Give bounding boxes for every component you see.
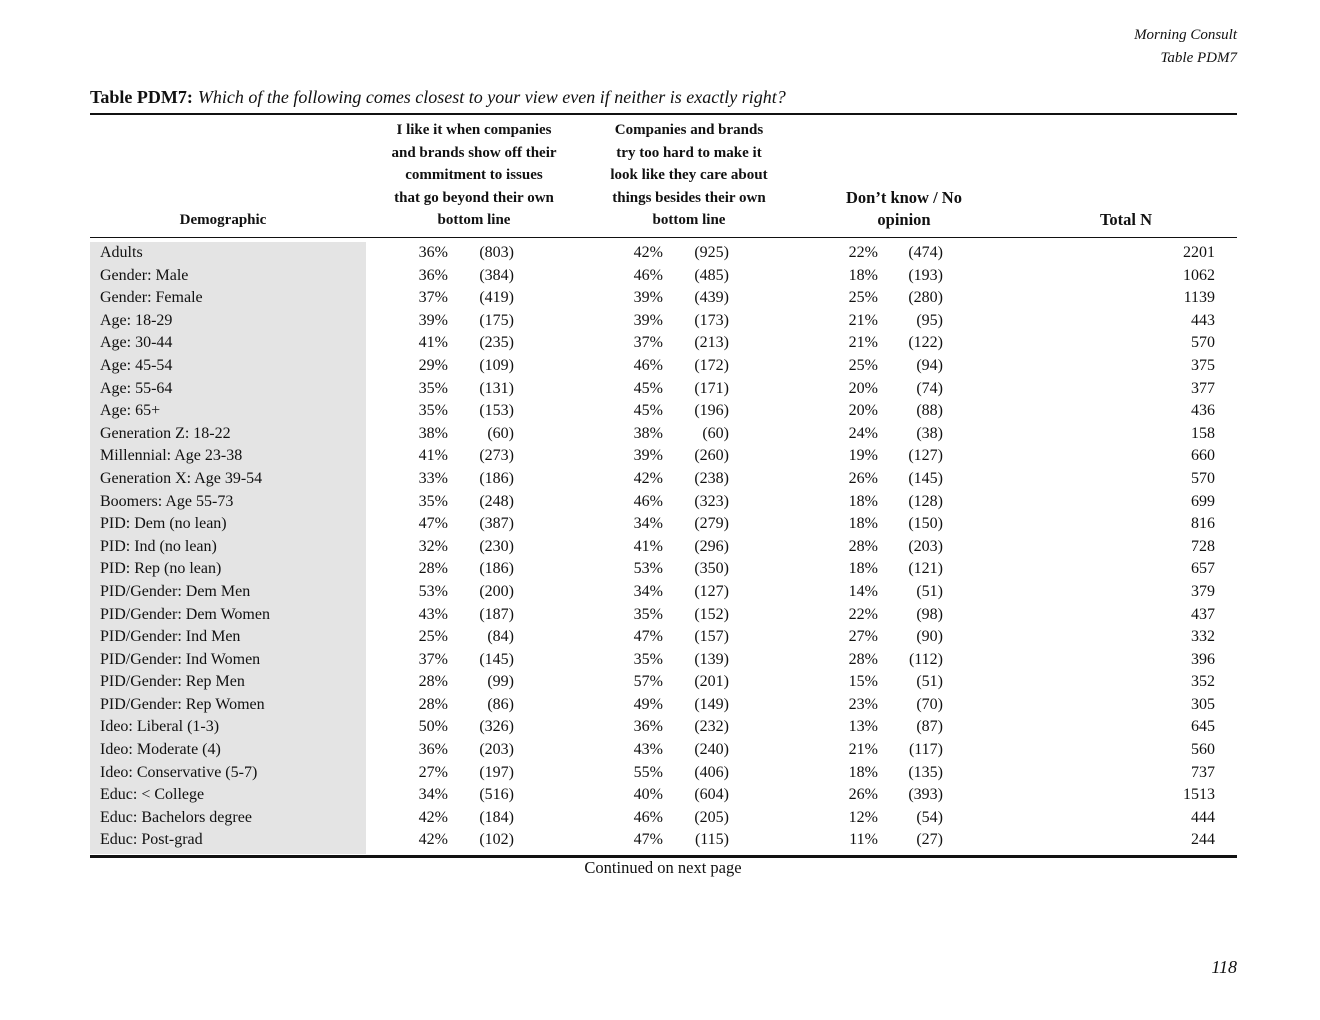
cell-dont-know-count: (145)	[908, 469, 943, 487]
cell-dont-know-pct: 26%	[848, 469, 878, 487]
column-header-line: bottom line	[652, 212, 726, 229]
cell-dont-know-count: (193)	[908, 266, 943, 284]
cell-like-it-pct: 36%	[418, 266, 448, 284]
cell-try-too-hard-pct: 46%	[633, 266, 663, 284]
cell-total-n: 436	[1191, 402, 1215, 420]
cell-like-it-pct: 42%	[418, 808, 448, 826]
cell-try-too-hard-pct: 55%	[633, 763, 663, 781]
table-row	[0, 581, 1320, 604]
cell-dont-know-pct: 18%	[848, 266, 878, 284]
cell-dont-know-count: (70)	[916, 695, 943, 713]
cell-try-too-hard-count: (173)	[694, 311, 729, 329]
cell-try-too-hard-count: (152)	[694, 605, 729, 623]
cell-dont-know-pct: 21%	[848, 741, 878, 759]
header-table-id: Table PDM7	[1160, 50, 1237, 66]
cell-like-it-pct: 33%	[418, 469, 448, 487]
row-label: Educ: Post-grad	[100, 831, 203, 849]
cell-dont-know-count: (393)	[908, 786, 943, 804]
row-label: Educ: < College	[100, 786, 205, 804]
cell-like-it-count: (230)	[479, 537, 514, 555]
cell-dont-know-pct: 18%	[848, 560, 878, 578]
cell-like-it-count: (387)	[479, 515, 514, 533]
cell-like-it-pct: 41%	[418, 447, 448, 465]
cell-total-n: 2201	[1183, 244, 1215, 261]
row-label: Gender: Female	[100, 289, 203, 307]
cell-dont-know-count: (74)	[916, 379, 943, 397]
cell-dont-know-pct: 24%	[848, 424, 878, 442]
cell-like-it-pct: 35%	[418, 402, 448, 420]
cell-dont-know-count: (88)	[916, 402, 943, 420]
cell-dont-know-count: (117)	[908, 741, 943, 759]
cell-like-it-count: (184)	[479, 808, 514, 826]
cell-dont-know-pct: 20%	[848, 379, 878, 397]
table-row	[0, 739, 1320, 762]
cell-dont-know-count: (27)	[916, 831, 943, 849]
cell-like-it-pct: 29%	[418, 356, 448, 374]
cell-try-too-hard-count: (260)	[694, 447, 729, 465]
row-label: Generation X: Age 39-54	[100, 469, 263, 487]
cell-dont-know-count: (203)	[908, 537, 943, 555]
cell-try-too-hard-count: (171)	[694, 379, 729, 397]
cell-try-too-hard-count: (296)	[694, 537, 729, 555]
cell-like-it-count: (109)	[479, 356, 514, 374]
cell-try-too-hard-count: (439)	[694, 289, 729, 307]
cell-like-it-pct: 27%	[418, 763, 448, 781]
cell-like-it-count: (145)	[479, 650, 514, 668]
cell-try-too-hard-count: (925)	[694, 244, 729, 261]
column-header-try-too-hard	[589, 119, 789, 232]
cell-like-it-count: (186)	[479, 560, 514, 578]
cell-dont-know-count: (94)	[916, 356, 943, 374]
cell-dont-know-pct: 12%	[848, 808, 878, 826]
row-label: Boomers: Age 55-73	[100, 492, 234, 510]
cell-like-it-pct: 28%	[418, 560, 448, 578]
table-row	[0, 807, 1320, 830]
cell-like-it-pct: 36%	[418, 244, 448, 261]
cell-dont-know-pct: 19%	[848, 447, 878, 465]
table-row	[0, 536, 1320, 559]
cell-try-too-hard-pct: 46%	[633, 808, 663, 826]
cell-total-n: 660	[1191, 447, 1215, 465]
cell-total-n: 443	[1191, 311, 1215, 329]
cell-like-it-count: (384)	[479, 266, 514, 284]
row-label: Age: 65+	[100, 402, 161, 420]
cell-total-n: 657	[1191, 560, 1215, 578]
cell-try-too-hard-count: (213)	[694, 334, 729, 352]
table-row	[0, 784, 1320, 807]
cell-try-too-hard-count: (139)	[694, 650, 729, 668]
column-header-line: I like it when companies	[396, 122, 552, 139]
cell-dont-know-pct: 22%	[848, 244, 878, 261]
cell-like-it-pct: 53%	[418, 582, 448, 600]
cell-try-too-hard-count: (196)	[694, 402, 729, 420]
row-label: Gender: Male	[100, 266, 189, 284]
table-top-rule	[90, 113, 1237, 115]
cell-try-too-hard-pct: 45%	[633, 402, 663, 420]
cell-total-n: 396	[1191, 650, 1215, 668]
cell-like-it-count: (200)	[479, 582, 514, 600]
cell-like-it-count: (419)	[479, 289, 514, 307]
cell-dont-know-count: (121)	[908, 560, 943, 578]
table-row	[0, 829, 1320, 852]
cell-try-too-hard-count: (350)	[694, 560, 729, 578]
table-row	[0, 762, 1320, 785]
table-row	[0, 468, 1320, 491]
cell-dont-know-pct: 18%	[848, 515, 878, 533]
cell-dont-know-count: (98)	[916, 605, 943, 623]
column-header-line: things besides their own	[612, 189, 766, 206]
cell-try-too-hard-pct: 53%	[633, 560, 663, 578]
cell-dont-know-pct: 21%	[848, 311, 878, 329]
row-label: Age: 18-29	[100, 311, 173, 329]
cell-dont-know-count: (474)	[908, 244, 943, 261]
cell-like-it-count: (84)	[487, 628, 514, 646]
column-header-line: bottom line	[437, 212, 511, 229]
table-title-question: Which of the following comes closest to your view even if neither is exactly right?	[197, 87, 786, 107]
table-row	[0, 310, 1320, 333]
cell-try-too-hard-pct: 47%	[633, 831, 663, 849]
table-row	[0, 491, 1320, 514]
continued-note: Continued on next page	[584, 858, 742, 877]
cell-like-it-count: (86)	[487, 695, 514, 713]
cell-dont-know-pct: 18%	[848, 763, 878, 781]
cell-total-n: 645	[1191, 718, 1215, 736]
cell-try-too-hard-count: (157)	[694, 628, 729, 646]
row-label: Millennial: Age 23-38	[100, 447, 243, 465]
cell-dont-know-count: (87)	[916, 718, 943, 736]
cell-total-n: 352	[1191, 673, 1215, 691]
cell-dont-know-count: (51)	[916, 582, 943, 600]
cell-try-too-hard-pct: 45%	[633, 379, 663, 397]
cell-dont-know-pct: 23%	[848, 695, 878, 713]
table-row	[0, 242, 1320, 265]
cell-try-too-hard-count: (238)	[694, 469, 729, 487]
cell-like-it-pct: 41%	[418, 334, 448, 352]
cell-like-it-count: (203)	[479, 741, 514, 759]
cell-total-n: 379	[1191, 582, 1215, 600]
row-label: PID/Gender: Rep Women	[100, 695, 265, 713]
cell-dont-know-pct: 27%	[848, 628, 878, 646]
cell-try-too-hard-pct: 46%	[633, 492, 663, 510]
table-row	[0, 671, 1320, 694]
cell-dont-know-count: (128)	[908, 492, 943, 510]
cell-try-too-hard-pct: 35%	[633, 605, 663, 623]
cell-total-n: 375	[1191, 356, 1215, 374]
table-row	[0, 400, 1320, 423]
cell-try-too-hard-count: (60)	[702, 424, 729, 442]
table-row	[0, 265, 1320, 288]
table-row	[0, 558, 1320, 581]
cell-like-it-pct: 47%	[418, 515, 448, 533]
row-label: PID/Gender: Ind Women	[100, 650, 261, 668]
cell-try-too-hard-pct: 39%	[633, 311, 663, 329]
cell-try-too-hard-pct: 34%	[633, 582, 663, 600]
cell-like-it-count: (326)	[479, 718, 514, 736]
cell-dont-know-count: (280)	[908, 289, 943, 307]
cell-like-it-count: (186)	[479, 469, 514, 487]
cell-dont-know-count: (150)	[908, 515, 943, 533]
column-header-total-n: Total N	[1099, 210, 1153, 230]
cell-try-too-hard-pct: 40%	[633, 786, 663, 804]
row-label: Educ: Bachelors degree	[100, 808, 252, 826]
cell-like-it-pct: 50%	[418, 718, 448, 736]
cell-try-too-hard-pct: 42%	[633, 244, 663, 261]
cell-try-too-hard-pct: 38%	[633, 424, 663, 442]
cell-dont-know-pct: 25%	[848, 289, 878, 307]
cell-try-too-hard-count: (604)	[694, 786, 729, 804]
cell-dont-know-pct: 11%	[849, 831, 878, 849]
cell-dont-know-pct: 28%	[848, 650, 878, 668]
cell-dont-know-pct: 26%	[848, 786, 878, 804]
table-row	[0, 513, 1320, 536]
cell-dont-know-pct: 25%	[848, 356, 878, 374]
row-label: PID/Gender: Dem Women	[100, 605, 270, 623]
cell-dont-know-pct: 13%	[848, 718, 878, 736]
column-header-dont-know	[804, 187, 1004, 232]
cell-like-it-pct: 35%	[418, 492, 448, 510]
row-label: PID/Gender: Ind Men	[100, 628, 241, 646]
cell-like-it-count: (248)	[479, 492, 514, 510]
cell-like-it-count: (175)	[479, 311, 514, 329]
cell-like-it-count: (153)	[479, 402, 514, 420]
header-rule	[90, 237, 1237, 238]
cell-like-it-pct: 28%	[418, 673, 448, 691]
table-row	[0, 626, 1320, 649]
cell-try-too-hard-count: (201)	[694, 673, 729, 691]
cell-dont-know-count: (54)	[916, 808, 943, 826]
cell-total-n: 437	[1191, 605, 1215, 623]
cell-like-it-pct: 34%	[418, 786, 448, 804]
row-label: Ideo: Liberal (1-3)	[100, 718, 220, 736]
cell-dont-know-count: (127)	[908, 447, 943, 465]
cell-total-n: 444	[1191, 808, 1215, 826]
cell-try-too-hard-pct: 35%	[633, 650, 663, 668]
cell-total-n: 560	[1191, 741, 1215, 759]
column-header-demographic: Demographic	[179, 212, 267, 229]
cell-like-it-pct: 25%	[418, 628, 448, 646]
cell-try-too-hard-count: (406)	[694, 763, 729, 781]
cell-like-it-pct: 37%	[418, 289, 448, 307]
cell-like-it-pct: 43%	[418, 605, 448, 623]
cell-try-too-hard-pct: 37%	[633, 334, 663, 352]
table-title-label: Table PDM7:	[90, 87, 193, 107]
row-label: Ideo: Moderate (4)	[100, 741, 221, 759]
cell-dont-know-count: (112)	[908, 650, 943, 668]
column-header-line: Companies and brands	[614, 122, 764, 139]
cell-try-too-hard-pct: 47%	[633, 628, 663, 646]
cell-try-too-hard-count: (240)	[694, 741, 729, 759]
row-label: PID: Rep (no lean)	[100, 560, 222, 578]
cell-like-it-pct: 32%	[418, 537, 448, 555]
cell-try-too-hard-count: (205)	[694, 808, 729, 826]
table-row	[0, 694, 1320, 717]
header-org: Morning Consult	[1134, 27, 1237, 43]
cell-like-it-pct: 35%	[418, 379, 448, 397]
cell-dont-know-count: (38)	[916, 424, 943, 442]
cell-dont-know-count: (122)	[908, 334, 943, 352]
table-title	[90, 87, 786, 108]
cell-dont-know-count: (51)	[916, 673, 943, 691]
column-header-line: Don’t know / No	[846, 187, 962, 207]
row-label: Age: 55-64	[100, 379, 173, 397]
table-row	[0, 716, 1320, 739]
cell-try-too-hard-count: (127)	[694, 582, 729, 600]
cell-dont-know-pct: 28%	[848, 537, 878, 555]
cell-like-it-count: (60)	[487, 424, 514, 442]
cell-try-too-hard-count: (172)	[694, 356, 729, 374]
cell-try-too-hard-pct: 46%	[633, 356, 663, 374]
table-row	[0, 445, 1320, 468]
cell-like-it-count: (273)	[479, 447, 514, 465]
row-label: PID/Gender: Rep Men	[100, 673, 245, 691]
column-header-line: and brands show off their	[391, 144, 557, 161]
column-header-line: try too hard to make it	[616, 144, 762, 161]
cell-try-too-hard-count: (149)	[694, 695, 729, 713]
table-row	[0, 649, 1320, 672]
cell-like-it-count: (99)	[487, 673, 514, 691]
table-row	[0, 332, 1320, 355]
cell-like-it-pct: 39%	[418, 311, 448, 329]
cell-try-too-hard-pct: 39%	[633, 289, 663, 307]
cell-like-it-count: (235)	[479, 334, 514, 352]
column-header-line: look like they care about	[610, 167, 768, 184]
cell-try-too-hard-count: (485)	[694, 266, 729, 284]
cell-try-too-hard-pct: 42%	[633, 469, 663, 487]
cell-like-it-pct: 38%	[418, 424, 448, 442]
row-label: PID: Ind (no lean)	[100, 537, 217, 555]
table-row	[0, 378, 1320, 401]
table-row	[0, 287, 1320, 310]
cell-total-n: 305	[1191, 695, 1215, 713]
cell-like-it-count: (131)	[479, 379, 514, 397]
cell-total-n: 377	[1191, 379, 1215, 397]
cell-total-n: 1139	[1183, 289, 1215, 307]
cell-try-too-hard-count: (279)	[694, 515, 729, 533]
cell-like-it-count: (187)	[479, 605, 514, 623]
row-label: Ideo: Conservative (5-7)	[100, 763, 258, 781]
cell-try-too-hard-pct: 34%	[633, 515, 663, 533]
cell-total-n: 737	[1191, 763, 1215, 781]
page-number: 118	[1211, 957, 1237, 977]
cell-total-n: 1062	[1183, 266, 1215, 284]
cell-total-n: 158	[1191, 424, 1215, 442]
cell-total-n: 728	[1191, 537, 1215, 555]
row-label: PID: Dem (no lean)	[100, 515, 227, 533]
cell-like-it-pct: 28%	[418, 695, 448, 713]
cell-dont-know-pct: 22%	[848, 605, 878, 623]
cell-try-too-hard-pct: 49%	[633, 695, 663, 713]
cell-try-too-hard-pct: 41%	[633, 537, 663, 555]
cell-like-it-pct: 36%	[418, 741, 448, 759]
cell-try-too-hard-pct: 39%	[633, 447, 663, 465]
column-header-line: opinion	[877, 210, 931, 230]
cell-dont-know-count: (135)	[908, 763, 943, 781]
column-header-like-it	[374, 119, 574, 232]
cell-like-it-count: (803)	[479, 244, 514, 261]
cell-total-n: 570	[1191, 469, 1215, 487]
cell-dont-know-pct: 15%	[848, 673, 878, 691]
row-label: Generation Z: 18-22	[100, 424, 231, 442]
row-label: Age: 30-44	[100, 334, 173, 352]
cell-try-too-hard-pct: 57%	[633, 673, 663, 691]
cell-total-n: 332	[1191, 628, 1215, 646]
table-row	[0, 423, 1320, 446]
cell-dont-know-pct: 18%	[848, 492, 878, 510]
column-header-line: that go beyond their own	[394, 189, 554, 206]
row-label: PID/Gender: Dem Men	[100, 582, 251, 600]
cell-try-too-hard-pct: 43%	[633, 741, 663, 759]
column-header-line: commitment to issues	[405, 167, 543, 184]
cell-like-it-count: (197)	[479, 763, 514, 781]
cell-try-too-hard-count: (115)	[694, 831, 729, 849]
cell-dont-know-count: (95)	[916, 311, 943, 329]
cell-total-n: 816	[1191, 515, 1215, 533]
cell-try-too-hard-pct: 36%	[633, 718, 663, 736]
cell-total-n: 570	[1191, 334, 1215, 352]
table-row	[0, 604, 1320, 627]
cell-like-it-count: (516)	[479, 786, 514, 804]
cell-like-it-pct: 42%	[418, 831, 448, 849]
cell-try-too-hard-count: (232)	[694, 718, 729, 736]
cell-total-n: 699	[1191, 492, 1215, 510]
cell-dont-know-pct: 21%	[848, 334, 878, 352]
cell-total-n: 1513	[1183, 786, 1215, 804]
cell-total-n: 244	[1191, 831, 1215, 849]
row-label: Age: 45-54	[100, 356, 173, 374]
cell-dont-know-pct: 20%	[848, 402, 878, 420]
cell-try-too-hard-count: (323)	[694, 492, 729, 510]
cell-like-it-count: (102)	[479, 831, 514, 849]
table-row	[0, 355, 1320, 378]
table-body	[0, 242, 1320, 852]
row-label: Adults	[100, 244, 143, 261]
cell-dont-know-count: (90)	[916, 628, 943, 646]
cell-dont-know-pct: 14%	[848, 582, 878, 600]
cell-like-it-pct: 37%	[418, 650, 448, 668]
